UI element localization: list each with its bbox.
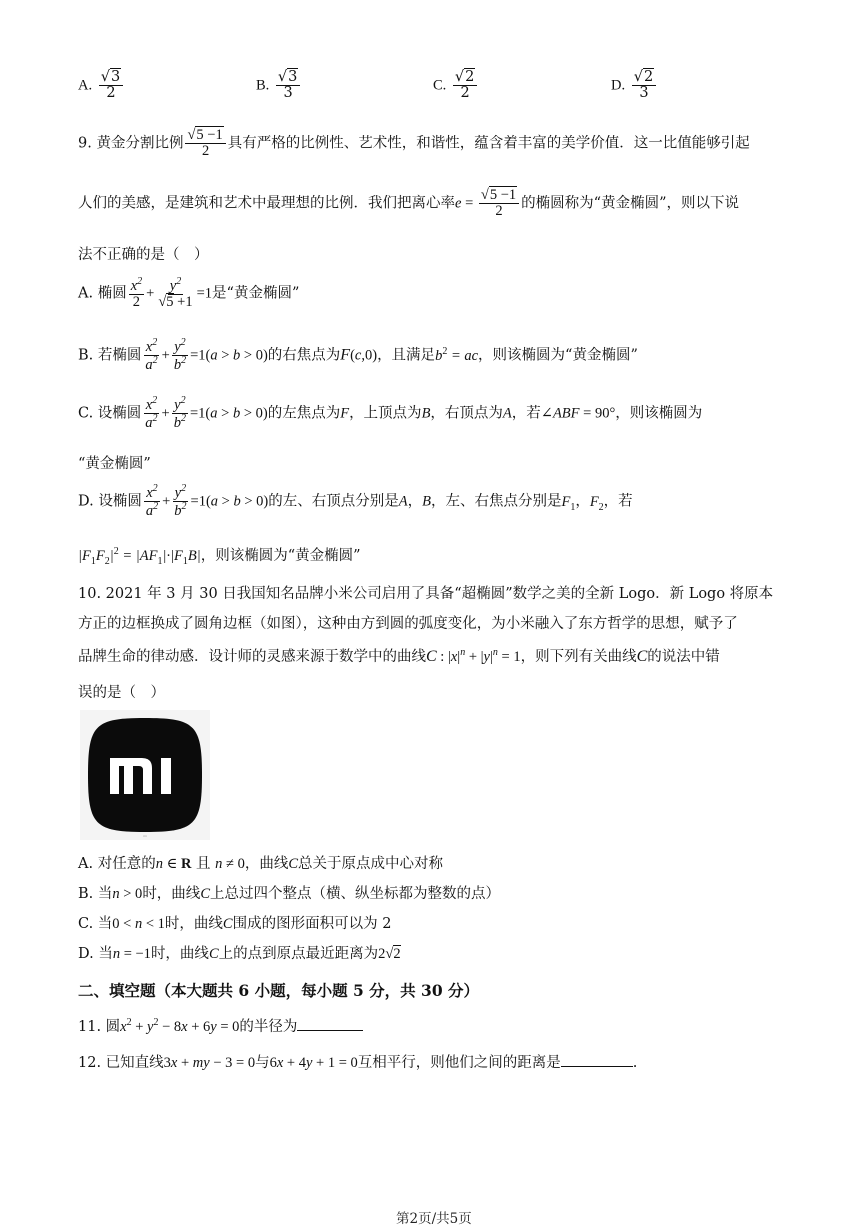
q10-line-3: 品牌生命的律动感．设计师的灵感来源于数学中的曲线C : $|x|^n + |y|^n = 1$，则下列有关曲线C的说法中错 — [78, 647, 720, 665]
q9-line-3: 法不正确的是（ ） — [78, 247, 209, 263]
xiaomi-logo-icon — [80, 710, 210, 840]
q10-line-4: 误的是（ ） — [78, 685, 165, 701]
q10-line-2: 方正的边框换成了圆角边框（如图），这种由方到圆的弧度变化，为小米融入了东方哲学的思想，赋予了 — [78, 616, 738, 632]
xiaomi-logo-image — [80, 710, 210, 840]
q9-option-a: A. 椭圆 $\frac{x^2}{2}$ + $\frac{y^2}{√5 +1}$ =1是“黄金椭圆” — [78, 276, 300, 311]
q9-option-c-line-2: “黄金椭圆” — [78, 456, 151, 472]
q10-option-c: C. 当0 < n < 1时，曲线C围成的图形面积可以为 2 — [78, 916, 392, 932]
q8-option-d: D. $\frac{√2}{3}$ — [611, 70, 658, 101]
q9-line-2: 人们的美感，是建筑和艺术中最理想的比例．我们把离心率e = $\frac{√5 -1}{2}$ 的椭圆称为“黄金椭圆”，则以下说 — [78, 187, 739, 220]
section-2-heading: 二、填空题（本大题共 6 小题，每小题 5 分，共 30 分） — [78, 981, 480, 1000]
q10-line-1: 10. 2021 年 3 月 30 日我国知名品牌小米公司启用了具备“超椭圆”数学之美的全新 Logo．新 Logo 将原本 — [78, 586, 774, 602]
q9-option-c: C. 设椭圆 $\frac{x^2}{a^2}$ + $\frac{y^2}{b^2}$ =1(a > b > 0)的左焦点为F，上顶点为B，右顶点为A，若∠ABF = 90°，则该椭圆为 — [78, 395, 703, 431]
q9-option-d: D. 设椭圆 $\frac{x^2}{a^2}$ + $\frac{y^2}{b^2}$ =1(a > b > 0)的左、右顶点分别是A，B，左、右焦点分别是$F_1$，$F_2$，若 — [78, 483, 633, 519]
svg-text:mi: mi — [143, 834, 147, 838]
q9-line-1: 9. 黄金分割比例 $\frac{√5 -1}{2}$ 具有严格的比例性、艺术性，和谐性，蕴含着丰富的美学价值．这一比值能够引起 — [78, 127, 750, 160]
q8-option-a: A. $\frac{√3}{2}$ — [78, 70, 125, 101]
page-number: 第2页/共5页 — [396, 1211, 472, 1227]
q8-option-b: B. $\frac{√3}{3}$ — [256, 70, 302, 101]
q8-option-c: C. $\frac{√2}{2}$ — [433, 70, 479, 101]
q9-option-b: B. 若椭圆 $\frac{x^2}{a^2}$ + $\frac{y^2}{b^2}$ =1(a > b > 0)的右焦点为F(c,0)，且满足$b^2$ = ac，则该椭圆为“黄金椭圆” — [78, 337, 638, 373]
q12-answer-blank[interactable] — [561, 1052, 633, 1067]
q11: 11. 圆$x^2 + y^2 - 8x + 6y = 0$的半径为 — [78, 1015, 363, 1036]
q12: 12. 已知直线3x + my − 3 = 0与6x + 4y + 1 = 0互相平行，则他们之间的距离是 . — [78, 1051, 637, 1072]
q11-answer-blank[interactable] — [297, 1016, 363, 1031]
q9-option-d-line-2: $|F_1F_2|^2 = |AF_1|\cdot|F_1B|$，则该椭圆为“黄金椭圆” — [78, 546, 361, 567]
q10-option-d: D. 当n = −1时，曲线C上的点到原点最近距离为2√2 — [78, 946, 401, 962]
q10-option-a: A. 对任意的n ∈ R 且 n ≠ 0，曲线C总关于原点成中心对称 — [78, 856, 444, 872]
q10-option-b: B. 当n > 0时，曲线C上总过四个整点（横、纵坐标都为整数的点） — [78, 886, 500, 902]
